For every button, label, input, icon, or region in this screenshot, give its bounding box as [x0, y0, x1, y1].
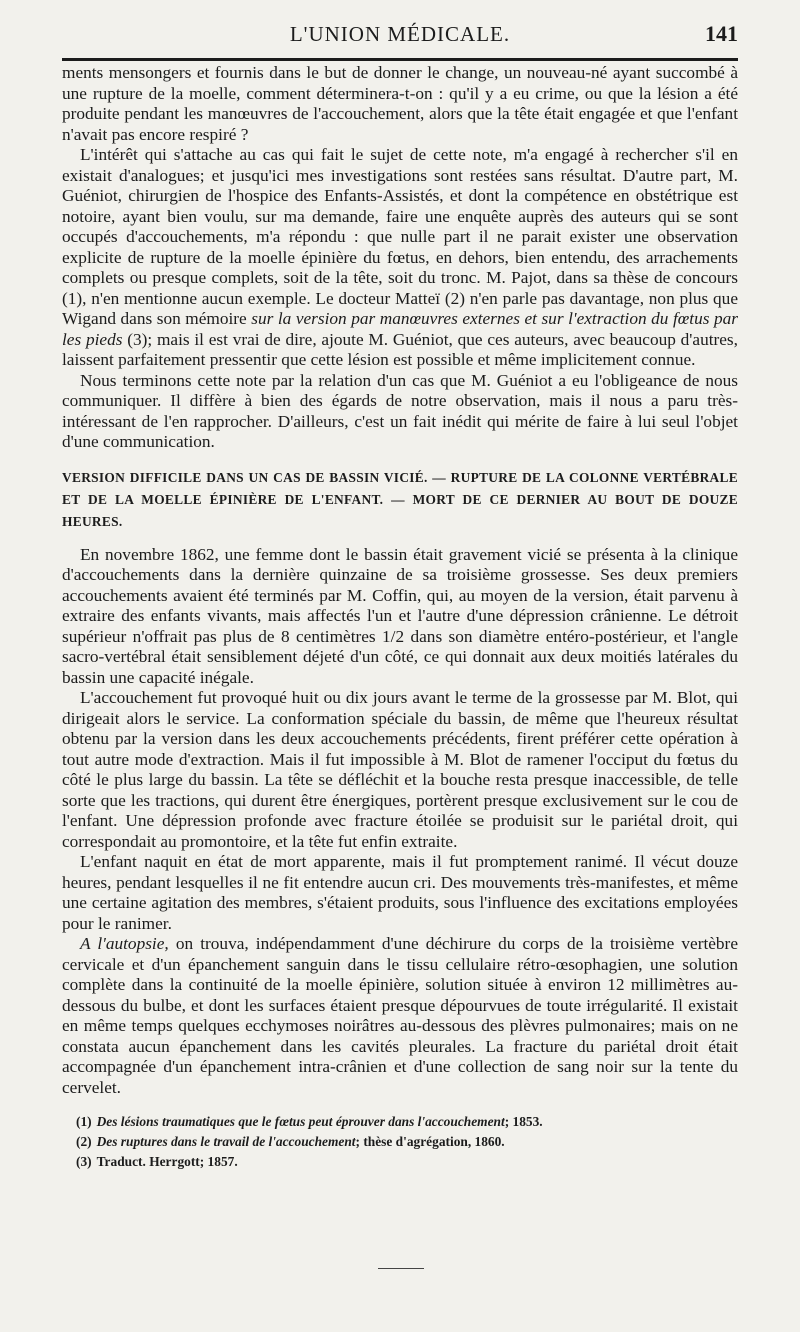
- header-rule: [62, 58, 738, 61]
- running-title: L'UNION MÉDICALE.: [289, 22, 511, 46]
- article-body: [62, 63, 738, 1172]
- case-section-heading: VERSION DIFFICILE DANS UN CAS DE BASSIN VICIÉ. — RUPTURE DE LA COLONNE VERTÉBRALE ET DE LA MOELLE ÉPINIÈRE DE L'ENFANT. — MORT DE CE DERNIER AU BOUT DE DOUZE HEURES.: [62, 469, 738, 529]
- footnote-1-rest: ; 1853.: [504, 1114, 543, 1129]
- footnote-3-rest: Traduct. Herrgott; 1857.: [96, 1154, 238, 1169]
- wigand-memoir-title: sur la version par manœuvres externes et sur l'extraction du fœtus par les pieds: [62, 309, 738, 349]
- paragraph-conclusion: Nous terminons cette note par la relation d'un cas que M. Guéniot a eu l'obligeance de nous communiquer. Il diffère à bien des égards de notre observation, mais il nous a paru très-intéressant de l'en rapprocher. D'ailleurs, c'est un fait inédit qui mérite de faire à lui seul l'objet d'une communication.: [62, 370, 738, 451]
- page-header: [62, 18, 738, 48]
- autopsy-text: on trouva, indépendamment d'une déchirure du corps de la troisième vertèbre cervicale et d'un épanchement sanguin dans le tissu cellulaire rétro-œsophagien, une solution complète dans la continuité de la moelle épinière, solution située à environ 12 millimètres au-dessous du bulbe, et dont les surfaces étaient presque dépourvues de toute irrégularité. Il existait en même temps quelques ecchymoses noirâtres au-dessous des plèvres pulmonaires; mais on ne constata aucun épanchement dans les cavités pleurales. La fracture du pariétal droit était accompagnée d'un épanchement intra-crânien et d'une collection de sang noir sur la tente du cervelet.: [62, 934, 738, 1097]
- footnote-3-number: (3): [76, 1154, 92, 1169]
- paragraph-interest: [62, 145, 738, 371]
- footnote-2-title: Des ruptures dans le travail de l'accouchement: [96, 1134, 356, 1149]
- footnote-2-rest: ; thèse d'agrégation, 1860.: [355, 1134, 505, 1149]
- footnote-1-number: (1): [76, 1114, 92, 1129]
- footnote-1: [62, 1112, 738, 1132]
- footnotes: [62, 1112, 738, 1172]
- paragraph-interest-tail: (3); mais il est vrai de dire, ajoute M. Guéniot, que ces auteurs, avec beaucoup d'autres, laissent parfaitement pressentir que cette lésion est possible et même implicitement connue.: [62, 329, 738, 369]
- footnote-1-title: Des lésions traumatiques que le fœtus peut éprouver dans l'accouchement: [96, 1114, 505, 1129]
- paragraph-interest-text: L'intérêt qui s'attache au cas qui fait le sujet de cette note, m'a engagé à rechercher s'il en existait d'analogues; et jusqu'ici mes investigations sont restées sans résultat. D'autre part, M. Guéniot, chirurgien de l'hospice des Enfants-Assistés, et dont la compétence en obstétrique est notoire, ayant bien voulu, sur ma demande, faire une enquête auprès des auteurs qui se sont occupés d'accouchements, m'a répondu : que nulle part il ne parait exister une observation explicite de rupture de la moelle épinière du fœtus, en dehors, bien entendu, des arrachements complets ou presque complets, soit de la tête, soit du tronc. M. Pajot, dans sa thèse de concours (1), n'en mentionne aucun exemple. Le docteur Matteï (2) n'en parle pas davantage, non plus que Wigand dans son mémoire: [62, 145, 738, 328]
- footnote-2-number: (2): [76, 1134, 92, 1149]
- bottom-rule: [378, 1268, 424, 1269]
- paragraph-case-intro: En novembre 1862, une femme dont le bassin était gravement vicié se présenta à la clinique d'accouchements dans la dernière quinzaine de sa troisième grossesse. Ses deux premiers accouchements avaient été terminés par M. Coffin, qui, au moyen de la version, était parvenu à extraire des enfants vivants, mais affectés l'un et l'autre d'une dépression crânienne. Le détroit supérieur n'offrait pas plus de 8 centimètres 1/2 dans son diamètre entéro-postérieur, et l'angle sacro-vertébral était sensiblement déjeté d'un côté, ce qui donnait aux deux moitiés latérales du bassin une capacité inégale.: [62, 544, 738, 687]
- paragraph-autopsy: [62, 934, 738, 1098]
- footnote-3: [62, 1152, 738, 1172]
- page-number: 141: [705, 21, 738, 46]
- paragraph-delivery: L'accouchement fut provoqué huit ou dix jours avant le terme de la grossesse par M. Blot, qui dirigeait alors le service. La conformation spéciale du bassin, de même que l'heureux résultat obtenu par la version dans les deux accouchements précédents, firent préférer cette opération à tout autre mode d'extraction. Mais il fut impossible à M. Blot de ramener l'occiput du fœtus du côté le plus large du bassin. La tête se défléchit et la bouche resta presque inaccessible, de telle sorte que les tractions, qui durent être énergiques, portèrent presque exclusivement sur le cou de l'enfant. Une dépression profonde avec fracture étoilée se produisit sur le pariétal droit, qui correspondait au promontoire, et la tête fut enfin extraite.: [62, 688, 738, 851]
- paragraph-newborn: L'enfant naquit en état de mort apparente, mais il fut promptement ranimé. Il vécut douze heures, pendant lesquelles il ne fit entendre aucun cri. Des mouvements très-manifestes, et même une certaine agitation des membres, s'étaient produits, sous l'influence des excitations employées pour le ranimer.: [62, 852, 738, 933]
- autopsy-lead: A l'autopsie,: [80, 934, 169, 953]
- footnote-2: [62, 1132, 738, 1152]
- paragraph-continued: ments mensongers et fournis dans le but de donner le change, un nouveau-né ayant succombé à une rupture de la moelle, comment déterminera-t-on : qu'il y a eu crime, ou que la lésion a été produite pendant les manœuvres de l'accouchement, alors que la tête était engagée et que l'enfant n'avait pas encore respiré ?: [62, 63, 738, 144]
